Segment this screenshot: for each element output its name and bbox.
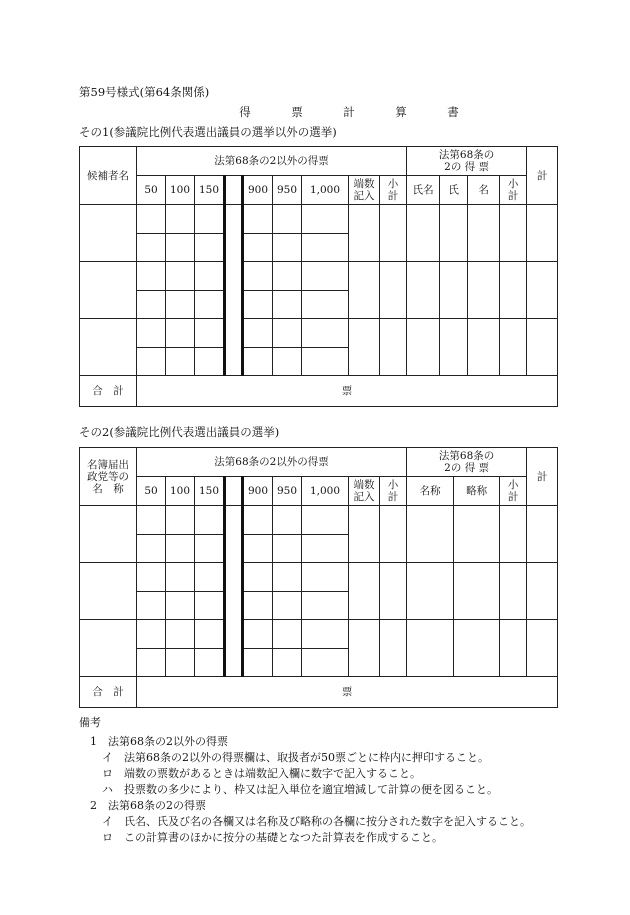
total-row <box>80 376 558 407</box>
count-col-header: 1,000 <box>302 477 349 506</box>
total-unit: 票 <box>137 376 558 407</box>
count-col-header: 900 <box>243 477 273 506</box>
surname-header: 氏 <box>440 176 468 205</box>
section2-table <box>79 447 558 708</box>
column-break-bar <box>225 176 243 205</box>
note-line: 1 法第68条の2以外の得票 <box>90 735 228 748</box>
total-label: 合 計 <box>80 677 137 708</box>
count-col-header: 150 <box>195 477 225 506</box>
table-row <box>80 262 558 291</box>
note-line: イ 法第68条の2以外の得票欄は、取扱者が50票ごとに枠内に押印すること。 <box>102 751 489 764</box>
note-line: 2 法第68条の2の得票 <box>90 799 206 812</box>
count-col-header: 100 <box>166 176 195 205</box>
party-name-header: 名簿届出 政党等の 名 称 <box>80 448 137 506</box>
count-col-header: 950 <box>273 176 302 205</box>
table-row <box>80 506 558 535</box>
count-col-header: 1,000 <box>302 176 349 205</box>
given-name-header: 名 <box>468 176 500 205</box>
art68-2-votes-header: 法第68条の 2の 得 票 <box>407 448 527 477</box>
subtotal-header: 小 計 <box>380 176 407 205</box>
count-col-header: 100 <box>166 477 195 506</box>
note-line: ハ 投票数の多少により、枠又は記入単位を適宜増減して計算の便を図ること。 <box>102 783 498 796</box>
section1-table <box>79 146 558 407</box>
non-68-2-votes-header: 法第68条の2以外の得票 <box>137 147 407 176</box>
party-abbrev-header: 略称 <box>454 477 500 506</box>
section1-heading: その1(参議院比例代表選出議員の選挙以外の選挙) <box>79 125 337 139</box>
column-break-bar <box>225 477 243 506</box>
column-break-bar <box>225 205 243 376</box>
party-fullname-header: 名称 <box>407 477 454 506</box>
table-row <box>80 620 558 649</box>
grand-total-header: 計 <box>527 448 558 506</box>
form-number: 第59号様式(第64条関係) <box>79 85 210 99</box>
count-col-header: 900 <box>243 176 273 205</box>
note-line: ロ 端数の票数があるときは端数記入欄に数字で記入すること。 <box>102 767 421 780</box>
column-break-bar <box>225 506 243 677</box>
note-line: ロ この計算書のほかに按分の基礎となつた計算表を作成すること。 <box>102 831 443 844</box>
title-char: 票 <box>291 105 303 119</box>
title-char: 書 <box>447 105 459 119</box>
total-row <box>80 677 558 708</box>
art68-2-votes-header: 法第68条の 2の 得 票 <box>407 147 527 176</box>
title-char: 計 <box>343 105 355 119</box>
grand-total-header: 計 <box>527 147 558 205</box>
title-char: 得 <box>239 105 251 119</box>
notes-heading: 備考 <box>79 716 101 729</box>
table-row <box>80 563 558 592</box>
fullname-header: 氏名 <box>407 176 440 205</box>
count-col-header: 950 <box>273 477 302 506</box>
count-col-header: 50 <box>137 477 166 506</box>
candidate-name-header: 候補者名 <box>80 147 137 205</box>
table-row <box>80 319 558 348</box>
table-row <box>80 205 558 234</box>
total-unit: 票 <box>137 677 558 708</box>
count-col-header: 50 <box>137 176 166 205</box>
title-char: 算 <box>395 105 407 119</box>
non-68-2-votes-header: 法第68条の2以外の得票 <box>137 448 407 477</box>
count-col-header: 150 <box>195 176 225 205</box>
subtotal-header: 小 計 <box>500 176 527 205</box>
subtotal-header: 小 計 <box>500 477 527 506</box>
fraction-entry-header: 端数 記入 <box>349 176 380 205</box>
total-label: 合 計 <box>80 376 137 407</box>
note-line: イ 氏名、氏及び名の各欄又は名称及び略称の各欄に按分された数字を記入すること。 <box>102 815 531 828</box>
section2-heading: その2(参議院比例代表選出議員の選挙) <box>79 425 280 439</box>
subtotal-header: 小 計 <box>380 477 407 506</box>
fraction-entry-header: 端数 記入 <box>349 477 380 506</box>
document-title <box>219 105 479 119</box>
